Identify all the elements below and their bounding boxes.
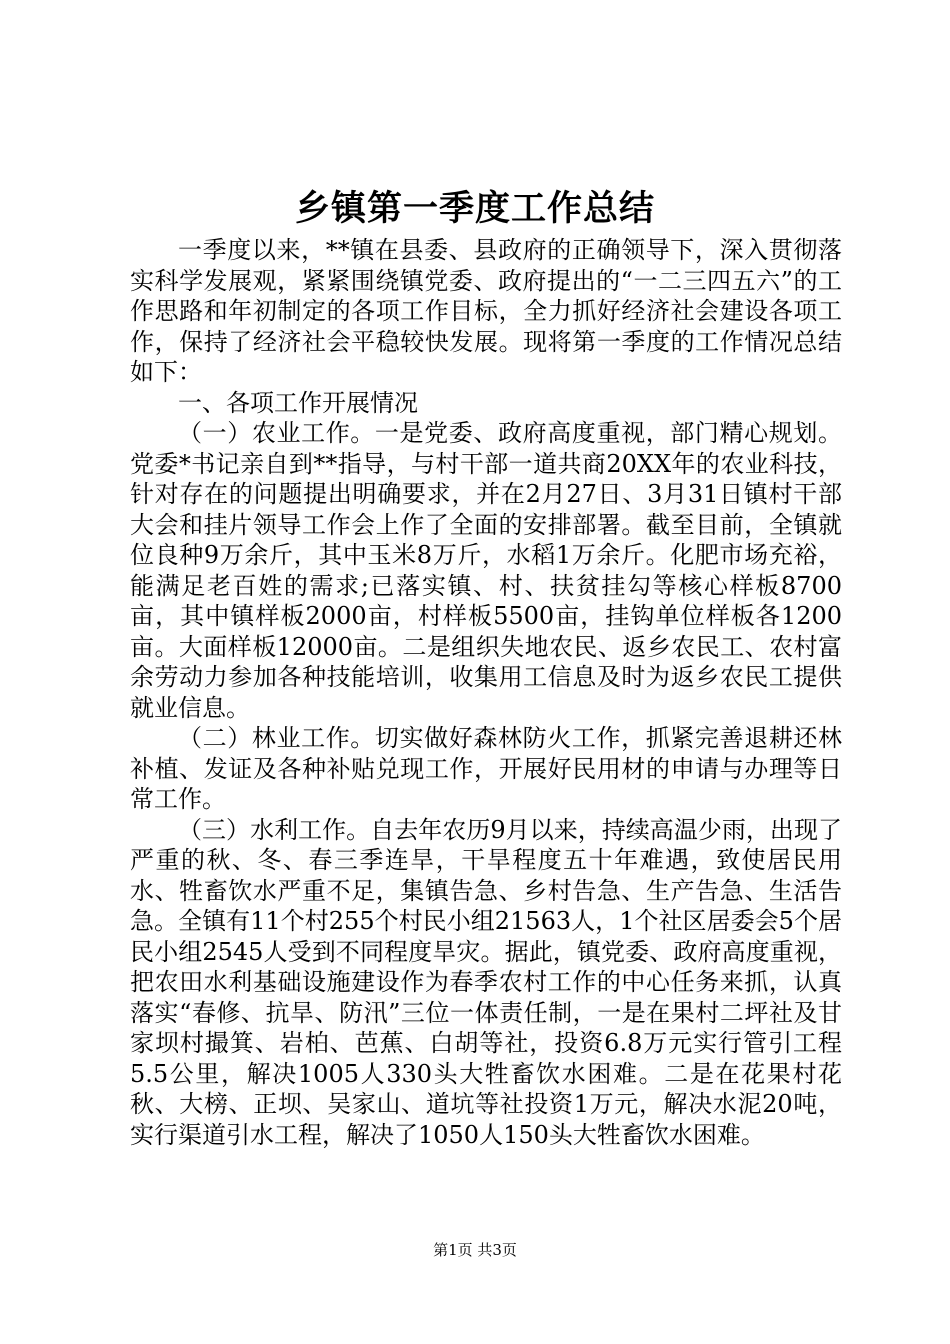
section-heading: 一、各项工作开展情况 <box>178 388 418 417</box>
forestry-paragraph: （二）林业工作。切实做好森林防火工作，抓紧完善退耕还林补植、发证及各种补贴兑现工作，开展好民用材的申请与办理等日常工作。 <box>130 724 842 813</box>
intro-paragraph: 一季度以来，**镇在县委、县政府的正确领导下，深入贯彻落实科学发展观，紧紧围绕镇党委、政府提出的“一二三四五六”的工作思路和年初制定的各项工作目标，全力抓好经济社会建设各项工作，保持了经济社会平稳较快发展。现将第一季度的工作情况总结如下： <box>130 236 842 386</box>
agriculture-paragraph: （一）农业工作。一是党委、政府高度重视，部门精心规划。党委*书记亲自到**指导，与村干部一道共商20XX年的农业科技，针对存在的问题提出明确要求，并在2月27日、3月31日镇村干部大会和挂片领导工作会上作了全面的安排部署。截至目前，全镇就位良种9万余斤，其中玉米8万斤，水稻1万余斤。化肥市场充裕，能满足老百姓的需求;已落实镇、村、扶贫挂勾等核心样板8700亩，其中镇样板2000亩，村样板5500亩，挂钩单位样板各1200亩。大面样板12000亩。二是组织失地农民、返乡农民工、农村富余劳动力参加各种技能培训，收集用工信息及时为返乡农民工提供就业信息。 <box>130 419 842 722</box>
page-number-footer: 第1页 共3页 <box>433 1241 517 1259</box>
document-title: 乡镇第一季度工作总结 <box>294 188 655 229</box>
water-conservancy-paragraph: （三）水利工作。自去年农历9月以来，持续高温少雨，出现了严重的秋、冬、春三季连旱，干旱程度五十年难遇，致使居民用水、牲畜饮水严重不足，集镇告急、乡村告急、生产告急、生活告急。全镇有11个村255个村民小组21563人，1个社区居委会5个居民小组2545人受到不同程度旱灾。据此，镇党委、政府高度重视，把农田水利基础设施建设作为春季农村工作的中心任务来抓，认真落实“春修、抗旱、防汛”三位一体责任制，一是在果村二坪社及甘家坝村撮箕、岩柏、芭蕉、白胡等社，投资6.8万元实行管引工程5.5公里，解决1005人330头大牲畜饮水困难。二是在花果村花秋、大榜、正坝、吴家山、道坑等社投资1万元，解决水泥20吨，实行渠道引水工程，解决了1050人150头大牲畜饮水困难。 <box>130 815 842 1149</box>
document-body <box>130 235 842 1150</box>
